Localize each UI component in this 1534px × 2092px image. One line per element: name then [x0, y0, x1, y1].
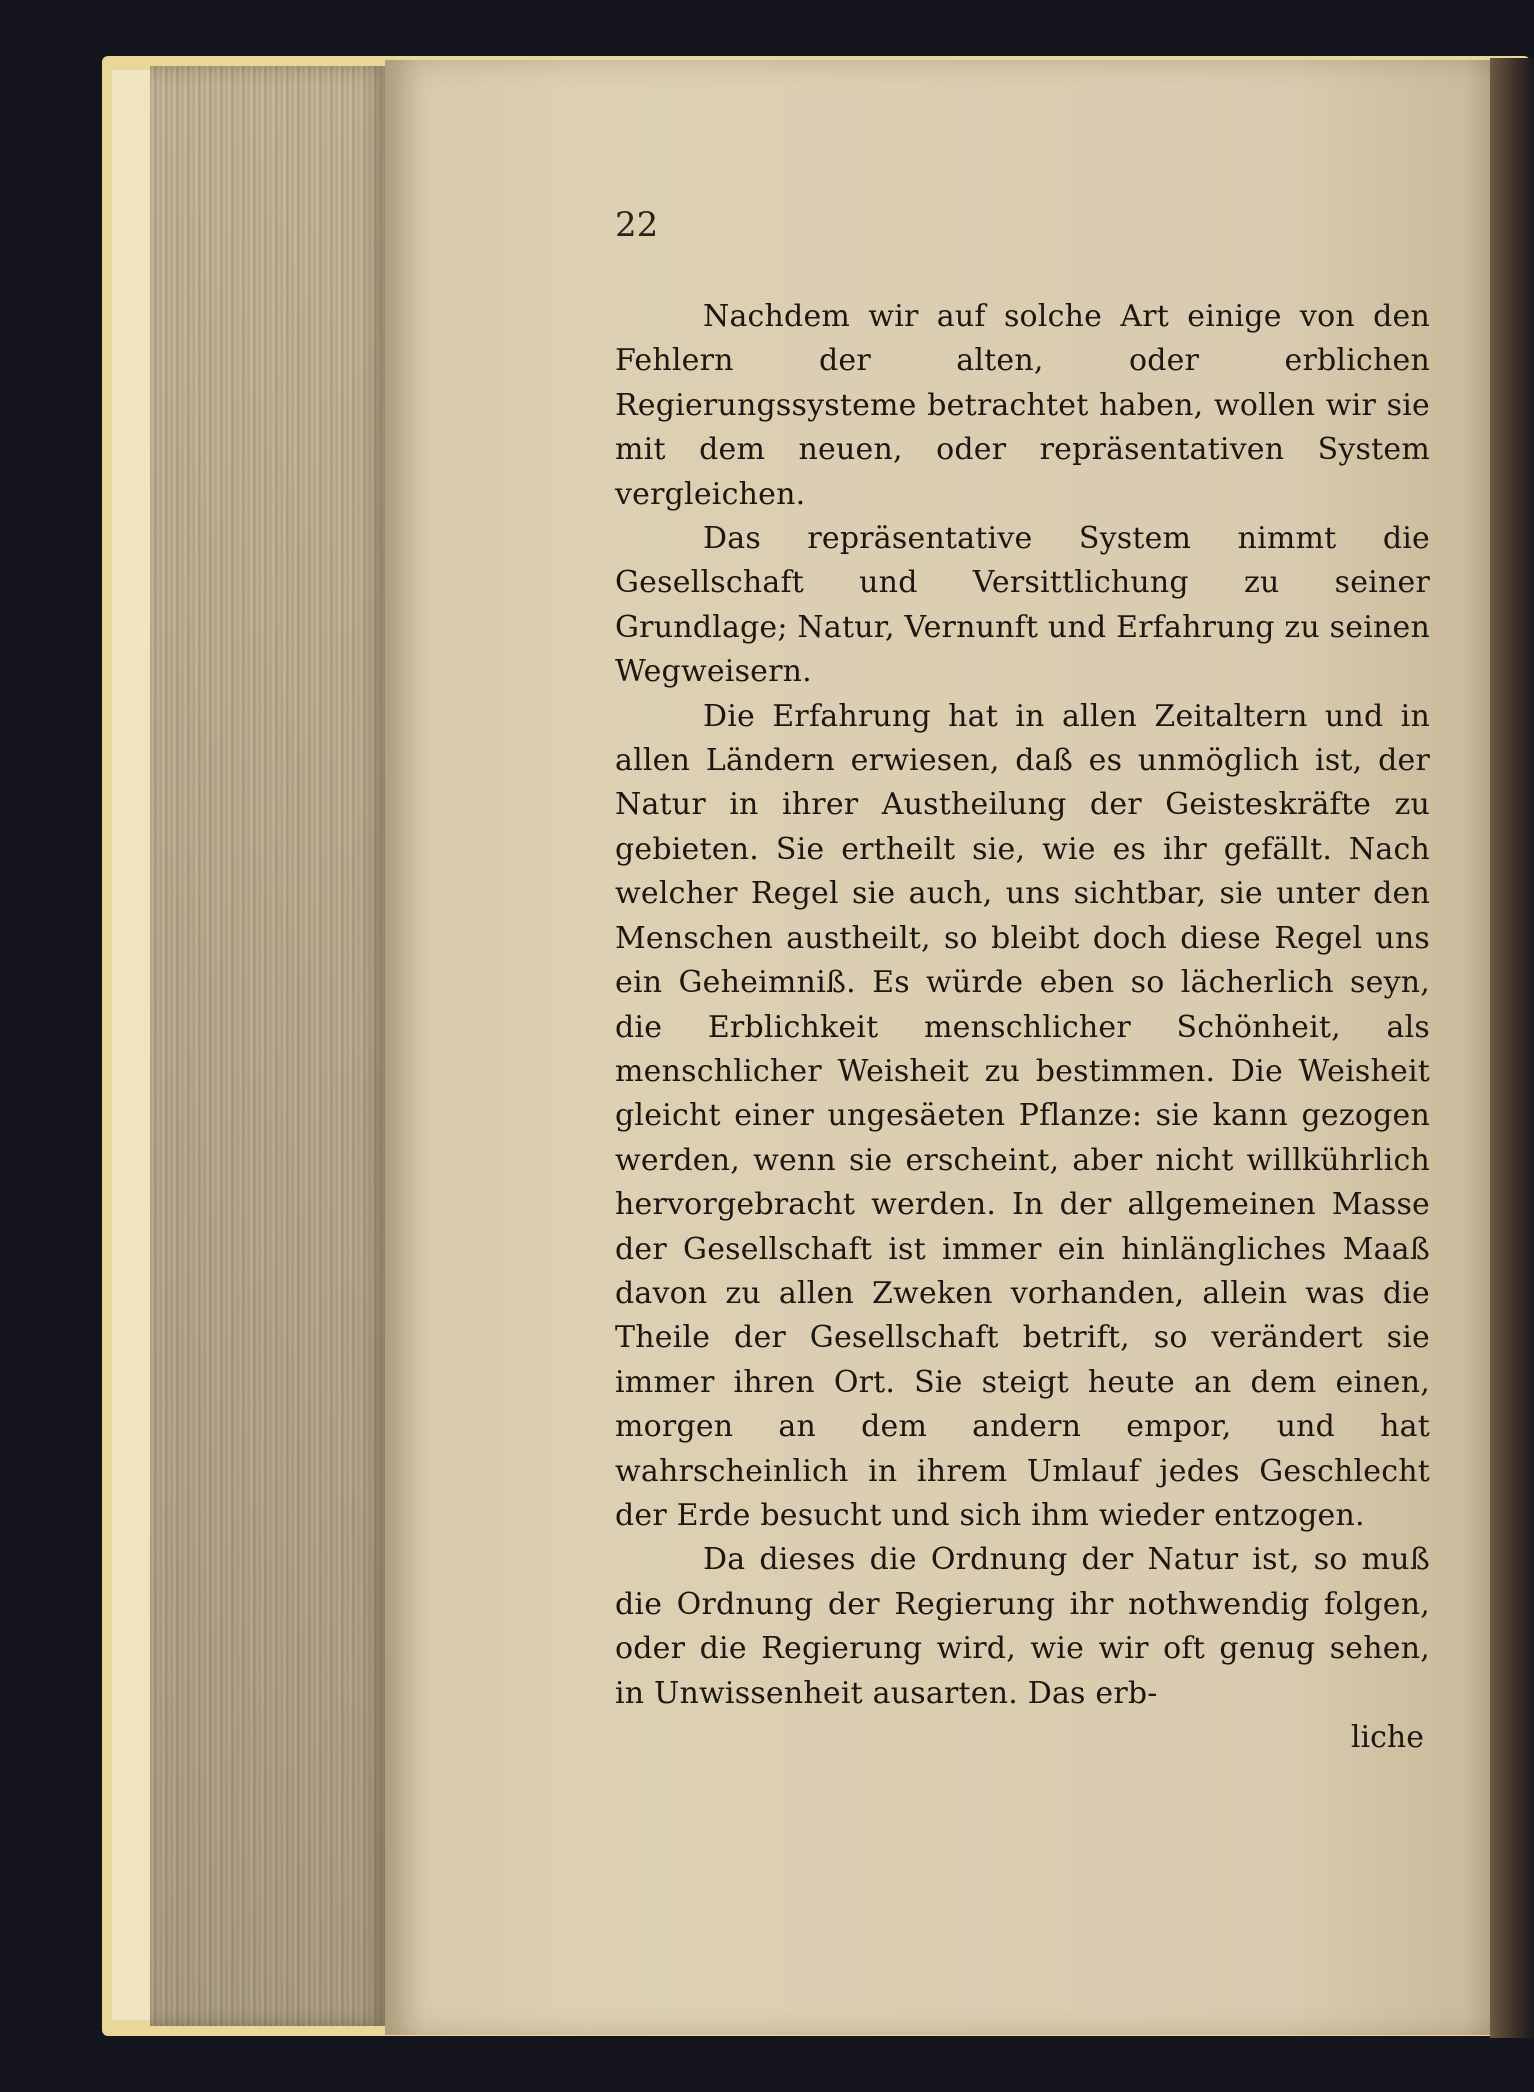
page-stack	[150, 66, 390, 2026]
page-number: 22	[615, 205, 659, 245]
book-gutter	[1490, 58, 1534, 2038]
paragraph-1: Nachdem wir auf solche Art einige von den Fehlern der alten, oder erblichen Regierungssysteme betrachtet haben, wollen wir sie mit dem neuen, oder repräsentativen System vergleichen.	[615, 299, 1430, 512]
paragraph-3: Die Erfahrung hat in allen Zeitaltern und in allen Ländern erwiesen, daß es unmöglich ist, der Natur in ihrer Austheilung der Geisteskräfte zu gebieten. Sie ertheilt sie, wie es ihr gefällt. Nach welcher Regel sie auch, uns sichtbar, sie unter den Menschen austheilt, so bleibt doch diese Regel uns ein Geheimniß. Es würde eben so lächerlich seyn, die Erblichkeit menschlicher Schönheit, als menschlicher Weisheit zu bestimmen. Die Weisheit gleicht einer ungesäeten Pflanze: sie kann gezogen werden, wenn sie erscheint, aber nicht willkührlich hervorgebracht werden. In der allgemeinen Masse der Gesellschaft ist immer ein hinlängliches Maaß davon zu allen Zweken vorhanden, allein was die Theile der Gesellschaft betrift, so verändert sie immer ihren Ort. Sie steigt heute an dem einen, morgen an dem andern empor, und hat wahrscheinlich in ihrem Umlauf jedes Geschlecht der Erde besucht und sich ihm wieder entzogen.	[615, 698, 1430, 1533]
paragraph-4: Da dieses die Ordnung der Natur ist, so muß die Ordnung der Regierung ihr nothwendig folgen, oder die Regierung wird, wie wir oft genug sehen, in Unwissenheit ausarten. Das erb-	[615, 1542, 1430, 1711]
paragraph-2: Das repräsentative System nimmt die Gesellschaft und Versittlichung zu seiner Grundlage; Natur, Vernunft und Erfahrung zu seinen Wegweisern.	[615, 521, 1430, 690]
catchword: liche	[1350, 1720, 1424, 1755]
page-text	[615, 200, 1430, 1760]
endpaper-strip	[112, 70, 152, 2020]
